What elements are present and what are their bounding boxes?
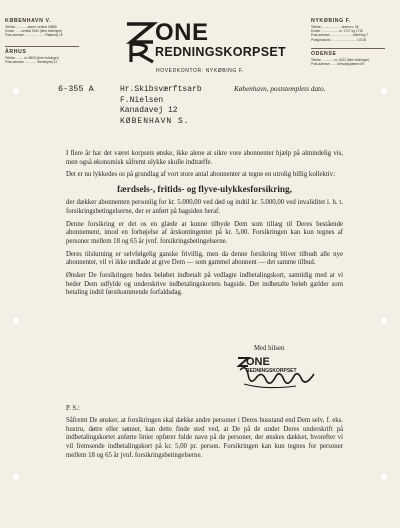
recipient-address	[120, 85, 202, 127]
office-row: Post-adresse ............. Stensbyvej 12	[5, 60, 58, 65]
address-line: F.Nielsen	[120, 95, 164, 105]
office-row: Post-adresse ...................... Platanvej 19	[5, 33, 63, 38]
office-name: NYKØBING F.	[311, 18, 352, 24]
letter-body	[66, 150, 343, 302]
closing: Med hilsen	[254, 345, 285, 352]
office-row: Kontor ................... nr. 1717 og 1718	[311, 29, 363, 34]
address-line: Kanadavej 12	[120, 106, 178, 115]
office-row: Telefon ............ alarm: central 15886	[5, 25, 57, 29]
punch-hole	[380, 473, 388, 481]
paragraph: Denne forsikring er det os en glæde at kunne tilbyde Dem som tillæg til Deres bestående abonnement, imod en forhøjelse af årskontingentet på kr. 5,00. Forsikringen kan kun tegnes af personer mellem 18 og 65 år jvnf. forsikringsbetingelserne.	[66, 220, 343, 245]
signature-logo-subtitle: REDNINGSKORPSET	[246, 368, 297, 374]
signature-logo-word: ONE	[246, 356, 270, 368]
punch-hole	[12, 473, 20, 481]
paragraph: Deres tilslutning er selvfølgelig ganske frivillig, men da denne forsikring bliver tilbudt alle nye abonnenter, vil vi ikke undlade at give Dem — som gammel abonnent — det samme tilbud.	[66, 250, 343, 267]
ps-label: P. S.:	[66, 405, 80, 412]
office-kobenhavn	[5, 18, 79, 38]
paragraph: Ønsker De forsikringen bedes beløbet indbetalt på vedlagte indbetalingskort, samtidig med at vi beder Dem udfylde og underskrive indbetalingskortets bagside. Det indbetalte beløb gælder som betaling indtil førstkommende forfaldsdag.	[66, 272, 343, 297]
office-name: KØBENHAVN V.	[5, 18, 52, 24]
address-line: Hr.Skibsværftsarb	[120, 85, 202, 94]
office-name: ODENSE	[311, 51, 337, 57]
office-row: Post-adresse ........................ Ahlebrog 7	[311, 33, 369, 38]
paragraph: Det er nu lykkedes os på grundlag af vort store antal abonnenter at tegne en utrolig billig kollektiv:	[66, 171, 335, 179]
office-row: Telefon ............. nr. 6222 (flere ledninger)	[311, 58, 370, 62]
office-row: Postgirokonto ............................ 14718	[311, 37, 366, 42]
signature-block	[236, 356, 320, 394]
zone-logo	[125, 18, 286, 68]
punch-hole	[380, 317, 388, 325]
office-row: Telefon ..................... alarm nr. 36	[311, 25, 359, 29]
office-row: Telefon ........ nr. 8809 (flere ledninger)	[5, 56, 59, 60]
punch-hole	[12, 87, 20, 95]
punch-hole	[12, 317, 20, 325]
office-row: Post-adresse ...... Omsorgsparken 69	[311, 62, 364, 67]
paragraph: der dækker abonnenten personlig for kr. 5.000,00 ved død og indtil kr. 5.000,00 ved invaliditet i. h. t. forsikringsbetingelserne, der er anført på bagsiden heraf.	[66, 199, 343, 215]
reference-number: 6-355 A	[58, 84, 94, 94]
office-aarhus	[5, 45, 79, 64]
logo-subtitle: REDNINGSKORPSET	[155, 45, 286, 59]
office-odense	[311, 47, 385, 66]
insurance-heading: færdsels-, fritids- og flyve-ulykkesforsikring,	[117, 184, 292, 195]
address-line: KØBENHAVN S.	[120, 116, 190, 126]
office-nykobing	[311, 18, 385, 42]
divider	[311, 48, 385, 49]
office-name: ÅRHUS	[5, 49, 27, 55]
logo-word: ONE	[155, 19, 209, 46]
divider	[5, 46, 79, 47]
zr-monogram-icon	[125, 18, 159, 64]
ps-paragraph: Såfremt De ønsker, at forsikringen skal dække andre personer i Deres husstand end Dem selv, f. eks. hustru, døtre eller sønner, kan dette finde sted ved, at De på de under Deres underskrift på indbetalingskortet anførte linier opfører fulde navn på de personer, der ønskes dækket, hvorefter vi vil fremsende indbetalingskort på kr. 5,00 pr. person. Forsikringen kan kun tegnes for personer mellem 18 og 65 år jvnf. forsikringsbetingelserne.	[66, 417, 343, 459]
head-office-line: HOVEDKONTOR: NYKØBING F.	[156, 68, 244, 74]
dateline: København, poststemplets dato.	[234, 85, 326, 93]
paragraph: I flere år har det været korpsets ønske, ikke alene at sikre vore abonnenter hjælp på almindelig vis, men også økonomisk såfremt ulykke skulle indtræffe.	[66, 150, 343, 166]
punch-hole	[380, 87, 388, 95]
office-row: Kontor ...... central 9430 (flere ledninger)	[5, 29, 63, 34]
